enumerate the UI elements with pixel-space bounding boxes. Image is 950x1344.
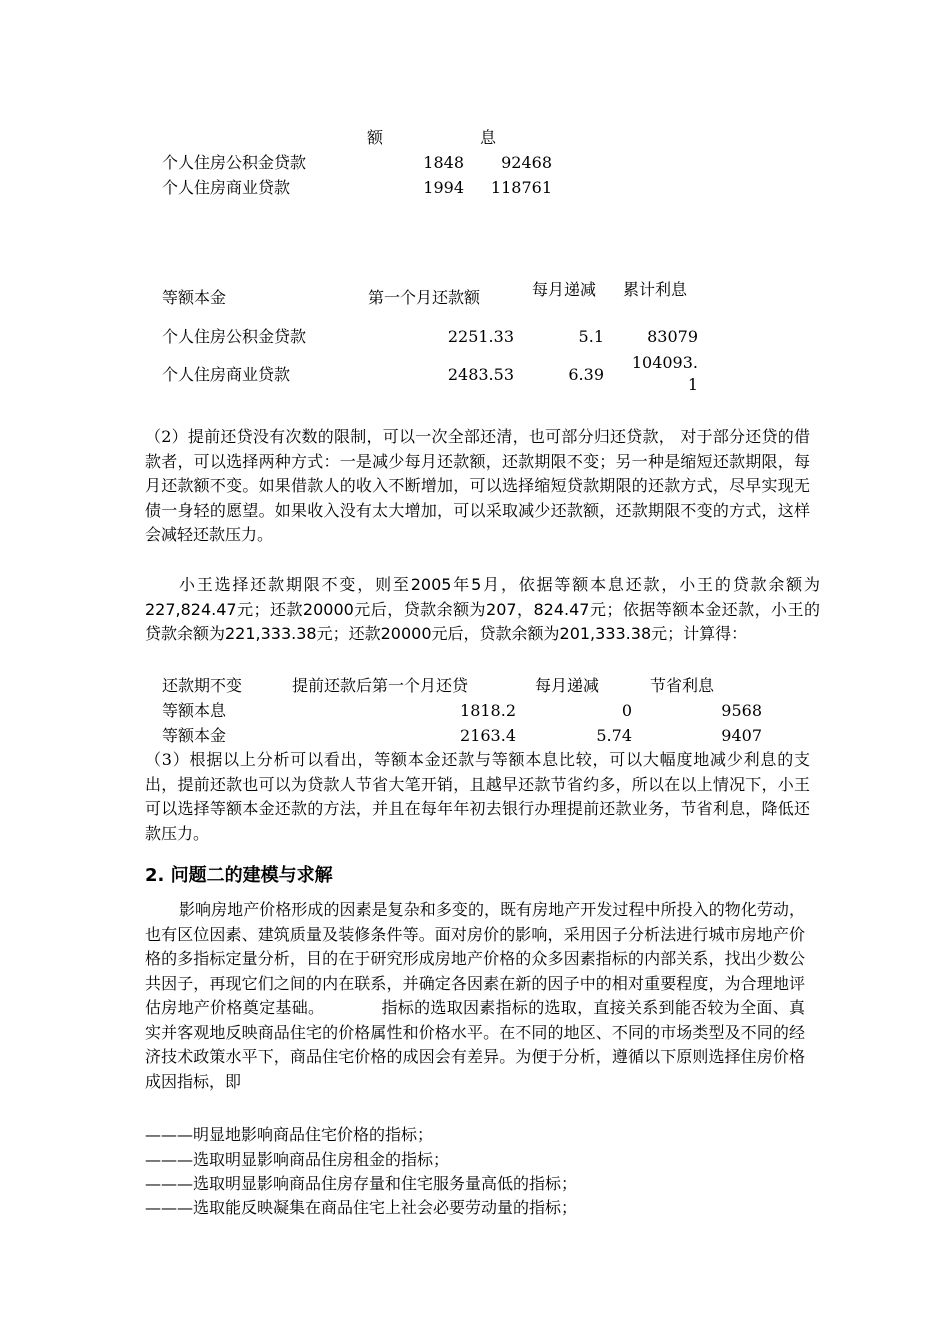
table-row-label: 等额本金 (162, 726, 227, 745)
table-row-label: 个人住房商业贷款 (162, 365, 291, 384)
table-header: 等额本金 (162, 288, 227, 307)
paragraph-3: （3）根据以上分析可以看出，等额本金还款与等额本息比较，可以大幅度地减少利息的支出，提前还款也可以为贷款人节省大笔开销，且越早还款节省约多，所以在以上情况下，小王可以选择等额本金还款的方法，并且在每年年初去银行办理提前还款业务，节省利息，降低还款压力。 (145, 750, 810, 843)
table-row-label: 个人住房公积金贷款 (162, 327, 307, 346)
table-cell: 92468 (501, 153, 552, 172)
table-cell: 1818.2 (460, 701, 516, 720)
table-cell: 2163.4 (460, 726, 516, 745)
table-header: 提前还款后第一个月还贷 (292, 676, 469, 695)
table-header: 累计利息 (623, 280, 688, 299)
table-cell: 5.1 (578, 327, 604, 346)
table-cell: 0 (621, 701, 632, 720)
table-cell: 6.39 (568, 365, 604, 384)
table-cell: 5.74 (596, 726, 632, 745)
table-cell: 104093.1 (631, 353, 698, 394)
paragraph-factors: 影响房地产价格形成的因素是复杂和多变的，既有房地产开发过程中所投入的物化劳动，也有区位因素、建筑质量及装修条件等。面对房价的影响，采用因子分析法进行城市房地产价格的多指标定量分析，目的在于研究形成房地产价格的众多因素指标的内部关系，找出少数公共因子，再现它们之间的内在联系，并确定各因素在新的因子中的相对重要程度，为合理地评估房地产价格奠定基础。 指标的选取因素指标的选取，直接关系到能否较为全面、真实并客观地反映商品住宅的价格属性和价格水平。在不同的地区、不同的市场类型及不同的经济技术政策水平下，商品住宅价格的成因会有差异。为便于分析，遵循以下原则选择住房价格成因指标，即 (145, 900, 805, 1091)
table-header: 还款期不变 (162, 676, 243, 695)
table-header: 节省利息 (650, 676, 715, 695)
table-row-label: 个人住房商业贷款 (162, 178, 291, 197)
table-cell: 1848 (423, 153, 464, 172)
table-row-label: 等额本息 (162, 701, 227, 720)
table1-header-fragment: 额 (367, 128, 384, 147)
table-row-label: 个人住房公积金贷款 (162, 153, 307, 172)
paragraph-2: （2）提前还贷没有次数的限制，可以一次全部还清，也可部分归还贷款， 对于部分还贷的借款者，可以选择两种方式：一是减少每月还款额，还款期限不变；另一种是缩短还款期限，每月还款额不变。如果借款人的收入不断增加，可以选择缩短贷款期限的还款方式，尽早实现无债一身轻的愿望。如果收入没有太大增加，可以采取减少还款额，还款期限不变的方式，这样会减轻还款压力。 (145, 427, 810, 544)
table-cell: 2483.53 (447, 365, 514, 384)
table-cell: 9568 (721, 701, 762, 720)
list-item: ———明显地影响商品住宅价格的指标； (145, 1125, 434, 1144)
table-cell: 118761 (490, 178, 552, 197)
section-heading: 2. 问题二的建模与求解 (145, 865, 333, 886)
table-header: 每月递减 (532, 280, 597, 299)
list-item: ———选取能反映凝集在商品住宅上社会必要劳动量的指标； (145, 1198, 578, 1217)
table-header: 第一个月还款额 (368, 288, 481, 307)
table-header: 每月递减 (535, 676, 600, 695)
table-cell: 83079 (647, 327, 698, 346)
table-cell: 2251.33 (447, 327, 514, 346)
table1-header-fragment: 息 (480, 128, 497, 147)
table-cell: 9407 (721, 726, 762, 745)
paragraph-xiaowang: 小王选择还款期限不变，则至2005年5月，依据等额本息还款，小王的贷款余额为227,824.47元；还款20000元后，贷款余额为207，824.47元；依据等额本金还款，小王的贷款余额为221,333.38元；还款20000元后，贷款余额为201,333.38元；计算得： (145, 575, 820, 643)
list-item: ———选取明显影响商品住房存量和住宅服务量高低的指标； (145, 1174, 578, 1193)
list-item: ———选取明显影响商品住房租金的指标； (145, 1150, 450, 1169)
table-cell: 1994 (423, 178, 464, 197)
